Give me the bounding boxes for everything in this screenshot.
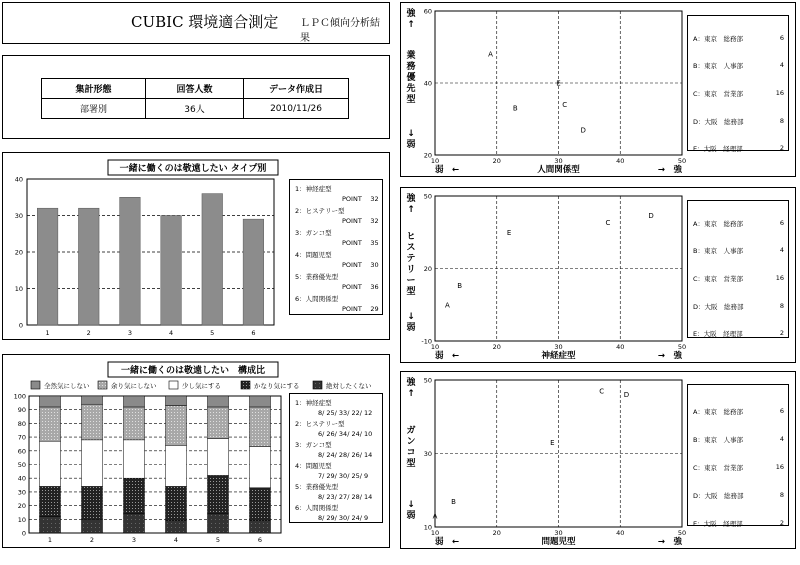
x-tick-label: 3	[131, 536, 137, 544]
dept-item: C：東京 営業部 16	[693, 274, 784, 283]
x-tick-label: 50	[677, 343, 687, 351]
x-strong-label: → 強	[657, 537, 682, 547]
legend-swatch	[169, 381, 178, 389]
stack-segment	[208, 514, 229, 533]
type-item-point: POINT 32	[342, 217, 379, 225]
y-tick-label: 30	[17, 488, 26, 497]
x-axis-title: 人間関係型	[537, 165, 580, 175]
comp-item-name: 6：人間関係型	[295, 504, 339, 512]
dept-item: A：東京 総務部 6	[693, 407, 784, 416]
comp-item-name: 5：業務優先型	[295, 483, 339, 491]
y-tick-label: 30	[423, 450, 432, 458]
y-tick-label: 20	[423, 265, 432, 273]
data-point: B	[457, 281, 463, 290]
stack-segment	[166, 396, 187, 406]
stack-segment	[124, 440, 145, 478]
y-tick-label: 70	[17, 433, 26, 442]
stack-segment	[40, 396, 61, 407]
y-axis-title: 業務優先型	[406, 51, 416, 105]
scatter-panel-2	[400, 187, 796, 363]
stack-segment	[166, 445, 187, 486]
stack-segment	[208, 396, 229, 407]
x-tick-label: 5	[210, 329, 215, 337]
y-tick-label: 40	[14, 175, 23, 184]
composition-panel	[2, 354, 390, 548]
stack-segment	[124, 478, 145, 514]
type-item-name: 6：人間関係型	[295, 295, 339, 303]
x-tick-label: 40	[616, 157, 625, 165]
x-tick-label: 6	[257, 536, 263, 544]
dept-item: E：大阪 経理部 2	[693, 144, 784, 153]
stack-segment	[208, 438, 229, 475]
x-tick-label: 10	[430, 529, 440, 537]
summary-value-type: 部署別	[42, 99, 146, 119]
dept-list	[687, 200, 789, 338]
x-tick-label: 1	[47, 536, 53, 544]
comp-item-values: 8/ 24/ 28/ 26/ 14	[318, 451, 373, 459]
x-tick-label: 5	[215, 536, 221, 544]
y-tick-label: 50	[17, 461, 26, 469]
legend-label: 絶対したくない	[326, 382, 372, 390]
stack-segment	[250, 396, 271, 407]
legend-label: 余り気にしない	[111, 382, 157, 390]
y-tick-label: 10	[14, 285, 23, 293]
stack-segment	[82, 486, 103, 519]
stack-segment	[82, 396, 103, 404]
legend-swatch	[98, 381, 107, 389]
comp-item-values: 7/ 29/ 30/ 25/ 9	[318, 472, 369, 480]
type-item-name: 2：ヒステリー型	[295, 207, 345, 215]
y-tick-label: -10	[421, 337, 432, 346]
stack-segment	[208, 475, 229, 513]
dept-item: D：大阪 総務部 8	[693, 117, 784, 126]
data-point: C	[562, 101, 568, 110]
comp-item-values: 6/ 26/ 34/ 24/ 10	[318, 430, 373, 438]
comp-item-values: 8/ 23/ 27/ 28/ 14	[318, 493, 373, 501]
y-tick-label: 100	[13, 392, 26, 401]
dept-item: C：東京 営業部 16	[693, 463, 784, 472]
data-point: A	[444, 301, 450, 310]
type-item-name: 4：問題児型	[295, 251, 332, 259]
dept-list	[687, 384, 789, 526]
x-tick-label: 20	[492, 157, 501, 165]
x-tick-label: 40	[616, 343, 625, 351]
x-tick-label: 3	[127, 329, 132, 337]
y-axis-title: ヒステリー型	[406, 232, 416, 297]
data-point: D	[623, 391, 630, 400]
y-tick-label: 30	[14, 212, 23, 220]
x-axis-title: 問題児型	[541, 537, 576, 547]
type-bar-panel	[2, 152, 390, 340]
stack-segment	[250, 521, 271, 533]
dept-item: B：東京 人事部 4	[693, 246, 784, 255]
y-tick-label: 10	[17, 515, 26, 524]
comp-item-values: 8/ 29/ 30/ 24/ 9	[318, 514, 369, 522]
data-point: E	[556, 79, 561, 88]
data-point: E	[506, 228, 512, 237]
legend-swatch	[241, 381, 250, 389]
x-strong-label: → 強	[657, 165, 682, 175]
data-point: B	[451, 497, 456, 506]
x-weak-label: 弱 ←	[435, 351, 460, 361]
bar	[37, 208, 58, 325]
page-subtitle: ＬＰＣ傾向分析結果	[300, 18, 380, 44]
comp-item-values: 8/ 25/ 33/ 22/ 12	[318, 409, 373, 417]
y-tick-label: 40	[17, 474, 26, 483]
y-tick-label: 60	[17, 447, 26, 456]
x-tick-label: 30	[554, 343, 563, 351]
summary-table	[41, 78, 349, 119]
data-point: B	[512, 104, 518, 113]
x-strong-label: → 強	[657, 351, 682, 361]
dept-item: E：大阪 経理部 2	[693, 519, 784, 528]
summary-value-count: 36人	[146, 99, 244, 119]
y-tick-label: 80	[17, 419, 26, 428]
data-point: A	[488, 50, 493, 59]
dept-item: C：東京 営業部 16	[693, 89, 784, 98]
data-point: C	[599, 387, 605, 396]
stack-segment	[124, 514, 145, 533]
y-strong-label: 強↑	[406, 9, 416, 30]
dept-item: D：大阪 総務部 8	[693, 491, 784, 500]
type-item-point: POINT 29	[342, 305, 379, 313]
type-item-name: 1：神経症型	[295, 185, 332, 193]
y-tick-label: 90	[17, 406, 26, 415]
legend-label: かなり気にする	[254, 382, 300, 390]
dept-item: B：東京 人事部 4	[693, 61, 784, 70]
stack-segment	[250, 488, 271, 521]
y-strong-label: 強↑	[406, 378, 416, 399]
data-point: D	[648, 211, 654, 220]
composition-value-list	[289, 393, 383, 523]
stack-segment	[40, 407, 61, 441]
dept-list	[687, 15, 789, 151]
summary-header-count: 回答人数	[146, 79, 244, 99]
comp-item-name: 3：ガンコ型	[295, 441, 332, 449]
type-item-point: POINT 30	[342, 261, 379, 269]
x-tick-label: 10	[430, 157, 440, 165]
legend-swatch	[31, 381, 40, 389]
stack-segment	[82, 440, 103, 487]
y-tick-label: 10	[423, 523, 432, 532]
bar	[243, 219, 264, 325]
y-tick-label: 20	[14, 248, 23, 257]
y-tick-label: 50	[423, 376, 432, 385]
dept-item: E：大阪 経理部 2	[693, 329, 784, 338]
data-point: C	[605, 219, 611, 228]
legend-label: 少し気にする	[182, 382, 221, 390]
x-axis-title: 神経症型	[541, 351, 576, 361]
legend-label: 全然気にしない	[44, 382, 90, 390]
stack-segment	[208, 407, 229, 439]
y-tick-label: 0	[21, 529, 26, 538]
y-tick-label: 0	[18, 321, 23, 330]
y-axis-title: ガンコ型	[406, 426, 416, 469]
data-point: D	[580, 126, 586, 135]
y-weak-label: ↓弱	[406, 500, 416, 521]
header-panel	[2, 2, 390, 44]
y-tick-label: 40	[423, 79, 432, 88]
type-point-list	[289, 179, 383, 315]
chart-title: 一緒に働くのは敬遠したい 構成比	[120, 366, 266, 376]
legend-swatch	[313, 381, 322, 389]
dept-item: A：東京 総務部 6	[693, 219, 784, 228]
y-tick-label: 60	[423, 7, 432, 16]
type-item-point: POINT 35	[342, 239, 379, 247]
stack-segment	[124, 396, 145, 407]
stack-segment	[124, 407, 145, 440]
dept-item: D：大阪 総務部 8	[693, 302, 784, 311]
x-tick-label: 50	[677, 529, 687, 537]
x-tick-label: 30	[554, 157, 563, 165]
stack-segment	[166, 521, 187, 533]
comp-item-name: 4：問題児型	[295, 462, 332, 470]
summary-panel	[2, 55, 390, 139]
y-strong-label: 強↑	[406, 194, 416, 215]
y-weak-label: ↓弱	[406, 312, 416, 333]
y-tick-label: 50	[423, 192, 432, 201]
stack-segment	[166, 486, 187, 520]
dept-item: B：東京 人事部 4	[693, 435, 784, 444]
x-tick-label: 20	[492, 529, 501, 537]
comp-item-name: 2：ヒステリー型	[295, 420, 345, 428]
y-tick-label: 20	[423, 151, 432, 160]
summary-value-date: 2010/11/26	[244, 99, 349, 119]
type-item-point: POINT 32	[342, 195, 379, 203]
bar	[161, 216, 182, 326]
y-tick-label: 20	[17, 502, 26, 511]
x-tick-label: 6	[251, 329, 256, 337]
chart-title: 一緒に働くのは敬遠したい タイプ別	[119, 164, 267, 174]
stack-segment	[250, 447, 271, 488]
bar	[120, 197, 141, 325]
x-tick-label: 4	[169, 329, 174, 337]
scatter-panel-1	[400, 2, 796, 177]
comp-item-name: 1：神経症型	[295, 399, 332, 407]
stack-segment	[40, 441, 61, 486]
type-item-point: POINT 36	[342, 283, 379, 291]
x-tick-label: 50	[677, 157, 687, 165]
y-weak-label: ↓弱	[406, 129, 416, 150]
x-tick-label: 20	[492, 343, 501, 351]
stack-segment	[40, 486, 61, 516]
stack-segment	[82, 404, 103, 440]
scatter-panel-3	[400, 371, 796, 549]
x-tick-label: 4	[173, 536, 179, 544]
dept-item: A：東京 総務部 6	[693, 34, 784, 43]
stack-segment	[40, 517, 61, 533]
summary-header-date: データ作成日	[244, 79, 349, 99]
x-tick-label: 2	[86, 329, 91, 337]
type-item-name: 5：業務優先型	[295, 273, 339, 281]
bar	[202, 194, 223, 325]
x-tick-label: 2	[89, 536, 95, 544]
x-tick-label: 10	[430, 343, 440, 351]
stack-segment	[250, 407, 271, 447]
summary-header-type: 集計形態	[42, 79, 146, 99]
x-weak-label: 弱 ←	[435, 165, 460, 175]
data-point: E	[550, 438, 555, 447]
type-item-name: 3：ガンコ型	[295, 229, 332, 237]
stack-segment	[82, 519, 103, 533]
x-tick-label: 30	[554, 529, 563, 537]
stack-segment	[166, 406, 187, 446]
x-weak-label: 弱 ←	[435, 537, 460, 547]
page-title: CUBIC 環境適合測定	[131, 13, 279, 31]
x-tick-label: 1	[45, 329, 50, 337]
data-point: A	[432, 512, 438, 521]
bar	[78, 208, 99, 325]
x-tick-label: 40	[616, 529, 625, 537]
